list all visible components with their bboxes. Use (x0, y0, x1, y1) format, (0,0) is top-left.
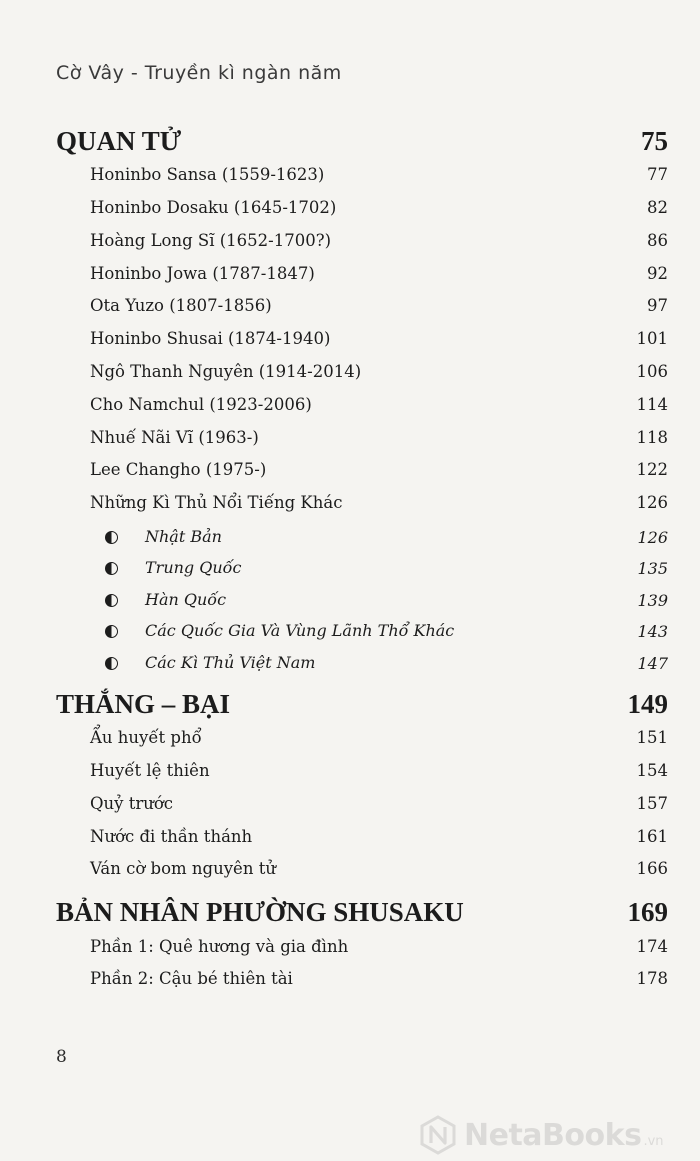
toc-chapter-title: Ngô Thanh Nguyên (1914-2014) (90, 362, 362, 381)
toc-chapter-title: Cho Namchul (1923-2006) (90, 395, 312, 414)
toc-page-number: 101 (636, 329, 668, 348)
toc-page-number: 169 (627, 897, 668, 927)
watermark-suffix: .vn (643, 1133, 664, 1149)
toc-chapter-title: Honinbo Shusai (1874-1940) (90, 329, 331, 348)
toc-chapter-title: Nhuế Nãi Vĩ (1963-) (90, 428, 259, 447)
toc-page-number: 122 (636, 460, 668, 479)
toc-page-number: 178 (636, 969, 668, 988)
toc-page-number: 86 (647, 231, 668, 250)
toc-page-number: 139 (637, 591, 668, 610)
toc-page-number: 97 (647, 296, 668, 315)
toc-subsection-title: Nhật Bản (145, 527, 222, 546)
toc-chapter-title: Phần 1: Quê hương và gia đình (90, 937, 349, 956)
toc-section-ban-nhan-phuong-shusaku (56, 897, 668, 928)
toc-chapter-title: Hoàng Long Sĩ (1652-1700?) (90, 231, 332, 250)
toc-page-number: 77 (647, 165, 668, 184)
toc-chapter (90, 165, 668, 184)
toc-page-number: 82 (647, 198, 668, 217)
toc-page-number: 135 (637, 559, 668, 578)
watermark-brand: NetaBooks (464, 1117, 642, 1153)
toc-page-number: 149 (627, 689, 668, 719)
half-circle-bullet-icon (105, 531, 118, 544)
half-circle-bullet-icon (105, 562, 118, 575)
toc-subsection (105, 558, 668, 578)
netabooks-logo-icon (418, 1115, 458, 1155)
toc-chapter-title: Ẩu huyết phổ (90, 728, 202, 747)
toc-chapter (90, 794, 668, 813)
toc-chapter-title: Honinbo Sansa (1559-1623) (90, 165, 325, 184)
toc-page-number: 157 (636, 794, 668, 813)
toc-subsection-title: Hàn Quốc (145, 590, 227, 609)
running-header: Cờ Vây - Truyền kì ngàn năm (56, 62, 342, 84)
toc-chapter-title: Những Kì Thủ Nổi Tiếng Khác (90, 493, 343, 512)
toc-chapter-title: Lee Changho (1975-) (90, 460, 267, 479)
toc-subsection (105, 653, 668, 673)
toc-chapter (90, 296, 668, 315)
toc-subsection-title: Các Kì Thủ Việt Nam (145, 653, 316, 672)
toc-chapter (90, 198, 668, 217)
toc-chapter-title: Honinbo Dosaku (1645-1702) (90, 198, 337, 217)
toc-subsection (105, 527, 668, 547)
toc-page-number: 161 (636, 827, 668, 846)
toc-chapter (90, 460, 668, 479)
page-number: 8 (56, 1047, 67, 1067)
toc-section-title: QUAN TỬ (56, 126, 182, 156)
toc-chapter (90, 395, 668, 414)
toc-section-quan-tu (56, 126, 668, 157)
toc-chapter-title: Nước đi thần thánh (90, 827, 253, 846)
toc-chapter (90, 761, 668, 780)
toc-section-title: THẮNG – BẠI (56, 689, 231, 719)
toc-page-number: 174 (636, 937, 668, 956)
toc-chapter (90, 231, 668, 250)
toc-page-number: 151 (636, 728, 668, 747)
toc-page-number: 118 (636, 428, 668, 447)
toc-chapter-title: Phần 2: Cậu bé thiên tài (90, 969, 293, 988)
half-circle-bullet-icon (105, 657, 118, 670)
toc-page-number: 75 (641, 126, 668, 156)
watermark (418, 1115, 664, 1155)
toc-page-number: 154 (636, 761, 668, 780)
toc-subsection-title: Trung Quốc (145, 558, 242, 577)
toc-chapter (90, 859, 668, 878)
toc-section-title: BẢN NHÂN PHƯỜNG SHUSAKU (56, 897, 464, 927)
toc-chapter (90, 329, 668, 348)
toc-page-number: 126 (637, 528, 668, 547)
toc-chapter-title: Ota Yuzo (1807-1856) (90, 296, 272, 315)
toc-page-number: 126 (636, 493, 668, 512)
half-circle-bullet-icon (105, 594, 118, 607)
toc-chapter (90, 937, 668, 956)
toc-chapter (90, 493, 668, 512)
toc-chapter-title: Huyết lệ thiên (90, 761, 210, 780)
toc-subsection (105, 590, 668, 610)
toc-page-number: 143 (637, 622, 668, 641)
toc-chapter (90, 264, 668, 283)
toc-page-number: 166 (636, 859, 668, 878)
toc-section-thang-bai (56, 689, 668, 720)
half-circle-bullet-icon (105, 625, 118, 638)
toc-chapter-title: Ván cờ bom nguyên tử (90, 859, 276, 878)
toc-chapter (90, 969, 668, 988)
toc-chapter-title: Honinbo Jowa (1787-1847) (90, 264, 315, 283)
toc-chapter (90, 728, 668, 747)
toc-chapter (90, 827, 668, 846)
toc-page-number: 114 (636, 395, 668, 414)
toc-page-number: 92 (647, 264, 668, 283)
toc-subsection-title: Các Quốc Gia Và Vùng Lãnh Thổ Khác (145, 621, 455, 640)
toc-chapter (90, 362, 668, 381)
toc-page-number: 147 (637, 654, 668, 673)
toc-chapter-title: Quỷ trước (90, 794, 174, 813)
toc-page-number: 106 (636, 362, 668, 381)
toc-chapter (90, 428, 668, 447)
toc-subsection (105, 621, 668, 641)
